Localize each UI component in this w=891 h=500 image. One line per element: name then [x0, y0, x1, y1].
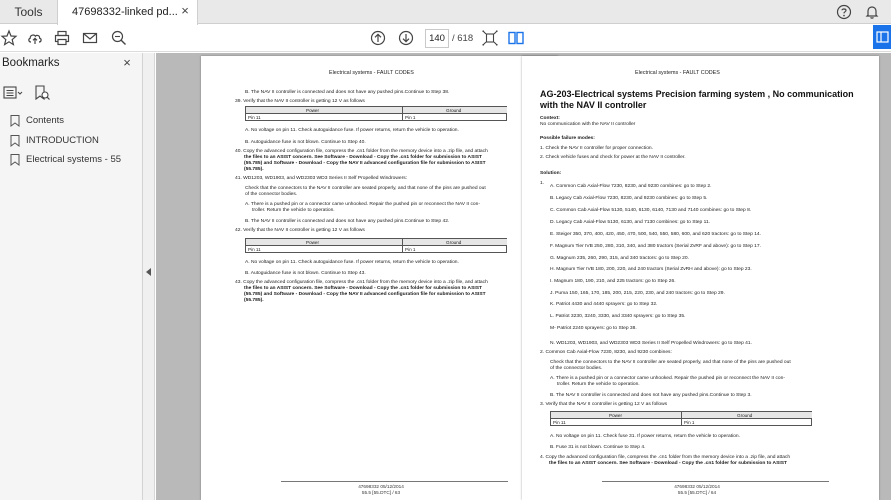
- table-header: [246, 107, 507, 114]
- step-text: 1.: [540, 181, 545, 186]
- step-option: B. Legacy Cab Axial-Flow 7230, 8230, and 9230 combines: go to Step 5.: [550, 196, 708, 201]
- table-header-power: Power: [306, 108, 320, 113]
- step-option: C. Common Cab Axial-Flow 5130, 5140, 6130, 6140, 7130 and 7140 combines: go to Step 8.: [550, 208, 752, 213]
- table-header: [246, 239, 507, 246]
- close-tab-icon[interactable]: ×: [181, 3, 189, 18]
- document-page-left: [201, 56, 558, 500]
- step-text: A. There is a pushed pin or a connector came unhooked. Repair the pushed pin or reconnect the NAV II con-: [550, 376, 785, 381]
- bookmark-icon: [10, 154, 20, 166]
- bell-icon[interactable]: [864, 4, 880, 20]
- table-cell: Pin 11: [248, 247, 261, 252]
- document-viewer[interactable]: [156, 53, 891, 500]
- failure-mode-item: 1. Check the NAV II controller for proper connection.: [540, 146, 653, 151]
- tab-bar: [0, 0, 891, 24]
- print-icon[interactable]: [53, 29, 71, 47]
- table-divider: [402, 107, 403, 120]
- step-text: of the connector bodies.: [550, 366, 603, 371]
- step-text: B. The NAV II controller is connected and does not have any pushed pins.Continue to Step 38.: [245, 90, 450, 95]
- footer-doc-id: 47698332 05/12/2014: [674, 484, 720, 489]
- footer-doc-id: 47698332 05/12/2014: [358, 484, 404, 489]
- email-icon[interactable]: [81, 29, 99, 47]
- help-icon[interactable]: [836, 4, 852, 20]
- tab-tools[interactable]: Tools: [14, 5, 43, 19]
- bookmark-options-icon[interactable]: [3, 84, 23, 102]
- step-text: Check that the connectors to the NAV II controller are seated properly, and that none of the pins are pushed out: [550, 360, 791, 365]
- step-text: Check that the connectors to the NAV II controller are seated properly, and that none of the pins are pushed out: [245, 186, 486, 191]
- table-cell: Pin 11: [248, 115, 261, 120]
- step-text: A. No voltage on pin 11. Check autoguidance fuse. If power returns, return the vehicle to operation.: [245, 128, 459, 133]
- step-option: D. Legacy Cab Axial-Flow 5130, 6130, and 7130 combines: go to Step 11.: [550, 220, 711, 225]
- footer-page-ref: 55.5 [55.DTC] / 64: [677, 489, 717, 495]
- table-header-ground: Ground: [446, 240, 462, 245]
- document-page-right: [522, 56, 879, 500]
- table-header-ground: Ground: [446, 108, 462, 113]
- step-text: 4. Copy the advanced configuration file, compress the .cn1 folder from the memory device into a .zip file, and attach: [540, 455, 791, 460]
- tab-document[interactable]: 47698332-linked pd...: [57, 0, 198, 25]
- step-text: (55.785).: [244, 167, 264, 172]
- upload-cloud-icon[interactable]: [26, 29, 44, 47]
- step-text: 41. WD1203, WD1903, and WD2303 WD3 Series II Self Propelled Windrowers:: [235, 176, 408, 181]
- table-cell: Pin 1: [405, 247, 416, 252]
- step-text: the files to an ASIST concern. See Software - Download - Copy the .cn1 folder for submission to ASIST: [244, 155, 482, 160]
- panel-collapse-handle[interactable]: [143, 53, 155, 500]
- next-page-icon[interactable]: [397, 29, 415, 47]
- step-text: B. The NAV II controller is connected and does not have any pushed pins.Continue to Step 42.: [245, 219, 450, 224]
- bookmark-label: INTRODUCTION: [26, 135, 99, 146]
- table-divider: [681, 412, 682, 425]
- bookmark-icon: [10, 135, 20, 147]
- step-option: F. Magnum Tier IVB 250, 280, 310, 340, and 380 tractors (Serial ZvRF and above): go to Step 17.: [550, 244, 761, 249]
- bookmark-icon: [10, 115, 20, 127]
- page-number-input[interactable]: 140: [425, 29, 449, 48]
- footer-page-ref: 55.5 [55.DTC] / 63: [361, 489, 401, 495]
- step-text: 39. Verify that the NAV II controller is getting 12 V as follows: [235, 99, 365, 104]
- step-text: A. No voltage on pin 11. Check fuse 31. If power returns, return the vehicle to operation.: [550, 434, 740, 439]
- step-option: J. Puma 150, 165, 170, 185, 200, 215, 220, 230, and 240 tractors: go to Step 29.: [550, 291, 725, 296]
- table-cell: Pin 1: [684, 420, 695, 425]
- context-text: No communication with the NAV II controller: [540, 122, 636, 127]
- step-text: troller. Return the vehicle to operation.: [557, 382, 640, 387]
- step-option: L. Patriot 3230, 3240, 3330, and 3340 sprayers: go to Step 35.: [550, 314, 686, 319]
- fit-page-icon[interactable]: [481, 29, 499, 47]
- page-footer: [341, 484, 421, 495]
- step-option: K. Patriot 4430 and 4440 sprayers: go to Step 32.: [550, 302, 658, 307]
- table-cell: Pin 1: [405, 115, 416, 120]
- two-page-view-icon[interactable]: [507, 29, 525, 47]
- table-divider: [402, 239, 403, 252]
- step-text: 3. Verify that the NAV II controller is getting 12 V as follows: [540, 402, 668, 407]
- voltage-table: [245, 238, 507, 253]
- bookmark-label: Electrical systems - 55: [26, 154, 122, 165]
- page-header: Electrical systems - FAULT CODES: [329, 70, 414, 76]
- footer-rule: [281, 481, 508, 482]
- previous-page-icon[interactable]: [369, 29, 387, 47]
- close-panel-icon[interactable]: ×: [123, 55, 131, 70]
- step-text: B. Autoguidance fuse is not blown. Continue to Step 40.: [245, 140, 366, 145]
- step-text: of the connector bodies.: [245, 192, 298, 197]
- failure-modes-label: Possible failure modes:: [540, 136, 595, 141]
- bookmarks-title: Bookmarks: [2, 57, 60, 69]
- step-option: A. Common Cab Axial-Flow 7230, 8230, and 9230 combines: go to Step 2.: [550, 184, 712, 189]
- failure-mode-item: 2. Check vehicle fuses and check for power at the NAV II controller.: [540, 155, 686, 160]
- step-text: (55.785) and Software - Download - Copy the NAV II advanced configuration file for submission to ASIST: [244, 161, 486, 166]
- toolbar: [0, 25, 891, 52]
- table-header-ground: Ground: [737, 413, 753, 418]
- collapse-arrow-icon: [146, 268, 151, 276]
- bookmarks-panel: [0, 53, 143, 500]
- table-cell: Pin 11: [553, 420, 566, 425]
- step-text: B. The NAV II controller is connected and does not have any pushed pins.Continue to Step 3.: [550, 393, 752, 398]
- zoom-search-icon[interactable]: [110, 29, 128, 47]
- page-footer: [657, 484, 737, 495]
- footer-rule: [602, 481, 829, 482]
- step-text: B. Autoguidance fuse is not blown. Continue to Step 43.: [245, 271, 366, 276]
- step-option: I. Magnum 180, 190, 210, and 225 tractors: go to Step 26.: [550, 279, 676, 284]
- step-text: B. Fuse 31 is not blown. Continue to Step 4.: [550, 445, 646, 450]
- context-label: Context:: [540, 116, 560, 121]
- step-text: troller. Return the vehicle to operation.: [252, 208, 335, 213]
- step-text: the files to an ASIST concern. See Software - Download - Copy the .cn1 folder for submission to ASIST: [244, 286, 482, 291]
- right-panel-toggle[interactable]: [873, 25, 891, 49]
- step-text: 43. Copy the advanced configuration file, compress the .cn1 folder from the memory device into a .zip file, and attach: [235, 280, 488, 285]
- table-header-power: Power: [609, 413, 623, 418]
- step-option: E. Steiger 350, 370, 400, 420, 450, 470, 500, 540, 550, 580, 600, and 620 tractors: go to Step 14.: [550, 232, 761, 237]
- step-option: H. Magnum Tier IVB 180, 200, 220, and 240 tractors (Serial ZvRH and above): go to Step 23.: [550, 267, 752, 272]
- step-text: 42. Verify that the NAV II controller is getting 12 V as follows: [235, 228, 365, 233]
- section-title: AG-203-Electrical systems Precision farming system , No communication with the NAV II controller: [540, 89, 854, 110]
- page-total: / 618: [452, 33, 474, 44]
- step-option: M- Patriot 2240 sprayers: go to Step 38.: [550, 326, 637, 331]
- step-text: the files to an ASIST concern. See Software - Download - Copy the .cn1 folder for submission to ASIST: [549, 461, 787, 466]
- panel-icon: [873, 25, 891, 49]
- step-text: A. No voltage on pin 11. Check autoguidance fuse. If power returns, return the vehicle to operation.: [245, 260, 459, 265]
- page-header: Electrical systems - FAULT CODES: [635, 70, 720, 76]
- voltage-table: [550, 411, 812, 426]
- table-header-power: Power: [306, 240, 320, 245]
- step-text: A. There is a pushed pin or a connector came unhooked. Repair the pushed pin or reconnect the NAV II con-: [245, 202, 480, 207]
- step-option: G. Magnum 235, 260, 290, 315, and 340 tractors: go to Step 20.: [550, 256, 689, 261]
- step-option: N. WD1203, WD1903, and WD2303 WD3 Series II Self Propelled Windrowers: go to Step 41.: [550, 341, 752, 346]
- step-text: 40. Copy the advanced configuration file, compress the .cn1 folder from the memory device into a .zip file, and attach: [235, 149, 488, 154]
- step-text: (55.785) and Software - Download - Copy the NAV II advanced configuration file for submission to ASIST: [244, 292, 486, 297]
- step-text: 2. Common Cab Axial-Flow 7230, 8230, and 9230 combines:: [540, 350, 672, 355]
- find-bookmark-icon[interactable]: [32, 84, 52, 102]
- voltage-table: [245, 106, 507, 121]
- step-text: (55.785).: [244, 298, 264, 303]
- solution-label: Solution:: [540, 171, 562, 176]
- bookmark-label: Contents: [26, 115, 65, 126]
- bookmark-star-icon[interactable]: [0, 29, 18, 47]
